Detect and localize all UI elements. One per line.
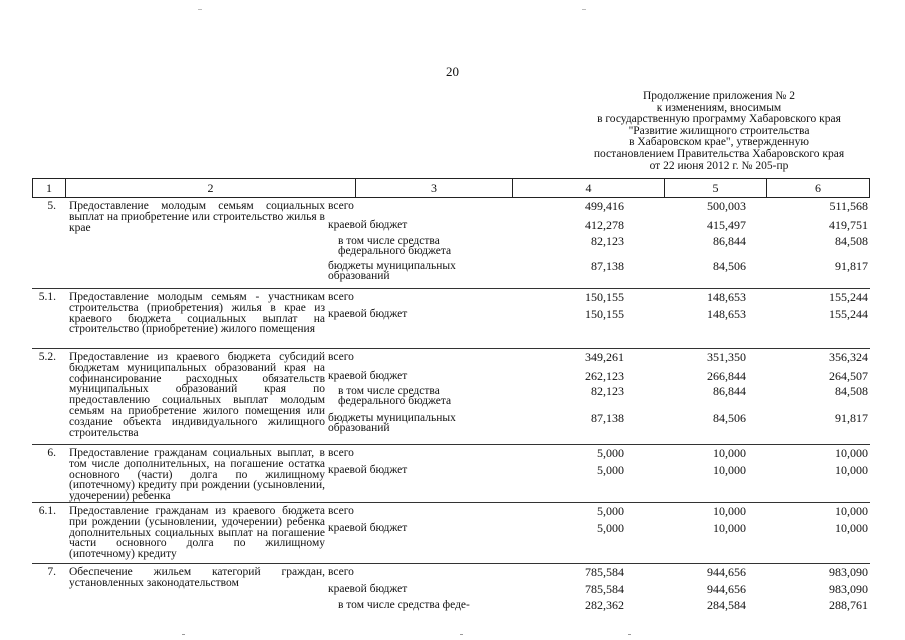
item-number: 5. bbox=[47, 200, 56, 212]
item-description: Предоставление гражданам из краевого бюджета при рождении (усыновлении, удочерении) ребенка дополнительных социальных выплат на погашение части основного долга по жилищному (ипотечному) кредиту bbox=[69, 505, 325, 561]
funding-source-label: всего bbox=[328, 351, 354, 363]
appendix-line: Продолжение приложения № 2 bbox=[642, 90, 796, 102]
amount-year-col-5: 84,506 bbox=[713, 259, 746, 273]
table-header-row bbox=[32, 178, 870, 198]
funding-source-label: краевой бюджет bbox=[328, 370, 408, 382]
funding-source-label: краевой бюджет bbox=[328, 583, 408, 595]
amount-year-col-4: 499,416 bbox=[585, 199, 624, 213]
amount-year-col-5: 148,653 bbox=[707, 307, 746, 321]
scan-speck bbox=[182, 634, 185, 635]
amount-year-col-5: 10,000 bbox=[713, 504, 746, 518]
appendix-heading bbox=[568, 91, 870, 172]
amount-year-col-5: 10,000 bbox=[713, 521, 746, 535]
amount-year-col-6: 983,090 bbox=[829, 565, 868, 579]
funding-source-label: всего bbox=[328, 505, 354, 517]
appendix-line: к изменениям, вносимым bbox=[656, 101, 782, 114]
table-group bbox=[32, 503, 870, 564]
item-number: 6. bbox=[47, 447, 56, 459]
column-header: 1 bbox=[33, 179, 66, 197]
amount-year-col-5: 500,003 bbox=[707, 199, 746, 213]
amount-year-col-6: 419,751 bbox=[829, 218, 868, 232]
amount-year-col-5: 415,497 bbox=[707, 218, 746, 232]
amount-year-col-6: 10,000 bbox=[835, 463, 868, 477]
amount-year-col-6: 91,817 bbox=[835, 259, 868, 273]
appendix-line: от 22 июня 2012 г. № 205-пр bbox=[649, 159, 789, 172]
amount-year-col-6: 511,568 bbox=[829, 199, 868, 213]
amount-year-col-5: 10,000 bbox=[713, 446, 746, 460]
table-group bbox=[32, 445, 870, 503]
column-header: 3 bbox=[356, 179, 513, 197]
column-header: 6 bbox=[815, 181, 821, 195]
item-description: Предоставление гражданам социальных выплат, в том числе дополнительных, на погашение остатка основного (части) долга по жилищному (ипотечному) кредиту при рождении (усыновлении, удочерении) ребенка bbox=[69, 447, 325, 503]
item-number: 5.1. bbox=[38, 291, 56, 303]
amount-year-col-4: 150,155 bbox=[585, 290, 624, 304]
scan-artifacts bbox=[0, 628, 905, 640]
amount-year-col-5: 148,653 bbox=[707, 290, 746, 304]
amount-year-col-4: 82,123 bbox=[591, 234, 624, 248]
item-number: 5.2. bbox=[38, 351, 56, 363]
appendix-line: в Хабаровском крае", утвержденную bbox=[629, 136, 809, 149]
funding-source-label: краевой бюджет bbox=[328, 219, 408, 231]
amount-year-col-6: 84,508 bbox=[835, 384, 868, 398]
amount-year-col-4: 87,138 bbox=[591, 411, 624, 425]
amount-year-col-4: 412,278 bbox=[585, 218, 624, 232]
amount-year-col-5: 86,844 bbox=[713, 384, 746, 398]
amount-year-col-6: 10,000 bbox=[835, 446, 868, 460]
table-group bbox=[32, 198, 870, 289]
amount-year-col-6: 288,761 bbox=[829, 598, 868, 612]
amount-year-col-4: 349,261 bbox=[585, 350, 624, 364]
scan-speck bbox=[198, 9, 202, 10]
amount-year-col-6: 356,324 bbox=[829, 350, 868, 364]
funding-source-label: всего bbox=[328, 447, 354, 459]
amount-year-col-6: 983,090 bbox=[829, 582, 868, 596]
funding-source-label: всего bbox=[328, 566, 354, 578]
amount-year-col-6: 155,244 bbox=[829, 290, 868, 304]
amount-year-col-4: 150,155 bbox=[585, 307, 624, 321]
funding-source-label: в том числе средства федерального бюджета bbox=[338, 385, 452, 407]
table-group bbox=[32, 564, 870, 612]
item-number: 6.1. bbox=[38, 505, 56, 517]
scan-speck bbox=[460, 634, 463, 635]
item-description: Предоставление молодым семьям - участникам строительства (приобретения) жилья в крае из краевого бюджета социальных выплат на строительство (приобретение) жилого помещения bbox=[69, 291, 325, 336]
amount-year-col-5: 266,844 bbox=[707, 369, 746, 383]
funding-source-label: всего bbox=[328, 200, 354, 212]
amount-year-col-6: 264,507 bbox=[829, 369, 868, 383]
amount-year-col-4: 282,362 bbox=[585, 598, 624, 612]
amount-year-col-5: 86,844 bbox=[713, 234, 746, 248]
amount-year-col-4: 785,584 bbox=[585, 565, 624, 579]
item-description: Предоставление из краевого бюджета субсидий бюджетам муниципальных образований края на софинансирование расходных обязательств муниципальных образований края по предоставлению социальных выплат молодым семьям на приобретение жилого помещения или создание объекта индивидуального жилищного строительства bbox=[69, 351, 325, 439]
appendix-line: постановлением Правительства Хабаровского края bbox=[593, 147, 845, 160]
page-number: 20 bbox=[446, 64, 459, 79]
column-header: 4 bbox=[513, 179, 665, 197]
funding-source-label: всего bbox=[328, 291, 354, 303]
amount-year-col-5: 944,656 bbox=[707, 565, 746, 579]
amount-year-col-5: 84,506 bbox=[713, 411, 746, 425]
scan-speck bbox=[582, 9, 586, 10]
amount-year-col-5: 10,000 bbox=[713, 463, 746, 477]
amount-year-col-6: 155,244 bbox=[829, 307, 868, 321]
amount-year-col-6: 84,508 bbox=[835, 234, 868, 248]
appendix-line: "Развитие жилищного строительства bbox=[628, 124, 810, 137]
item-number: 7. bbox=[47, 566, 56, 578]
funding-source-label: краевой бюджет bbox=[328, 464, 408, 476]
item-description: Предоставление молодым семьям социальных выплат на приобретение или строительство жилья в крае bbox=[69, 200, 325, 234]
funding-source-label: в том числе средства федерального бюджета bbox=[338, 235, 452, 257]
amount-year-col-4: 82,123 bbox=[591, 384, 624, 398]
table-group bbox=[32, 349, 870, 445]
amount-year-col-4: 5,000 bbox=[597, 446, 624, 460]
column-header: 2 bbox=[66, 179, 356, 197]
amount-year-col-5: 944,656 bbox=[707, 582, 746, 596]
amount-year-col-4: 5,000 bbox=[597, 463, 624, 477]
budget-table bbox=[32, 178, 870, 612]
amount-year-col-6: 10,000 bbox=[835, 504, 868, 518]
funding-source-label: краевой бюджет bbox=[328, 522, 408, 534]
amount-year-col-4: 5,000 bbox=[597, 504, 624, 518]
funding-source-label: краевой бюджет bbox=[328, 308, 408, 320]
funding-source-label: бюджеты муниципальных образований bbox=[328, 260, 456, 282]
column-header: 5 bbox=[665, 179, 767, 197]
amount-year-col-6: 10,000 bbox=[835, 521, 868, 535]
funding-source-label: бюджеты муниципальных образований bbox=[328, 412, 456, 434]
amount-year-col-4: 87,138 bbox=[591, 259, 624, 273]
amount-year-col-4: 262,123 bbox=[585, 369, 624, 383]
amount-year-col-5: 351,350 bbox=[707, 350, 746, 364]
amount-year-col-6: 91,817 bbox=[835, 411, 868, 425]
table-group bbox=[32, 289, 870, 349]
appendix-line: в государственную программу Хабаровского края bbox=[597, 113, 841, 126]
item-description: Обеспечение жильем категорий граждан, установленных законодательством bbox=[69, 566, 325, 589]
table-body bbox=[32, 198, 870, 612]
amount-year-col-5: 284,584 bbox=[707, 598, 746, 612]
scan-speck bbox=[628, 634, 631, 635]
funding-source-label: в том числе средства феде- bbox=[338, 599, 470, 611]
amount-year-col-4: 785,584 bbox=[585, 582, 624, 596]
amount-year-col-4: 5,000 bbox=[597, 521, 624, 535]
